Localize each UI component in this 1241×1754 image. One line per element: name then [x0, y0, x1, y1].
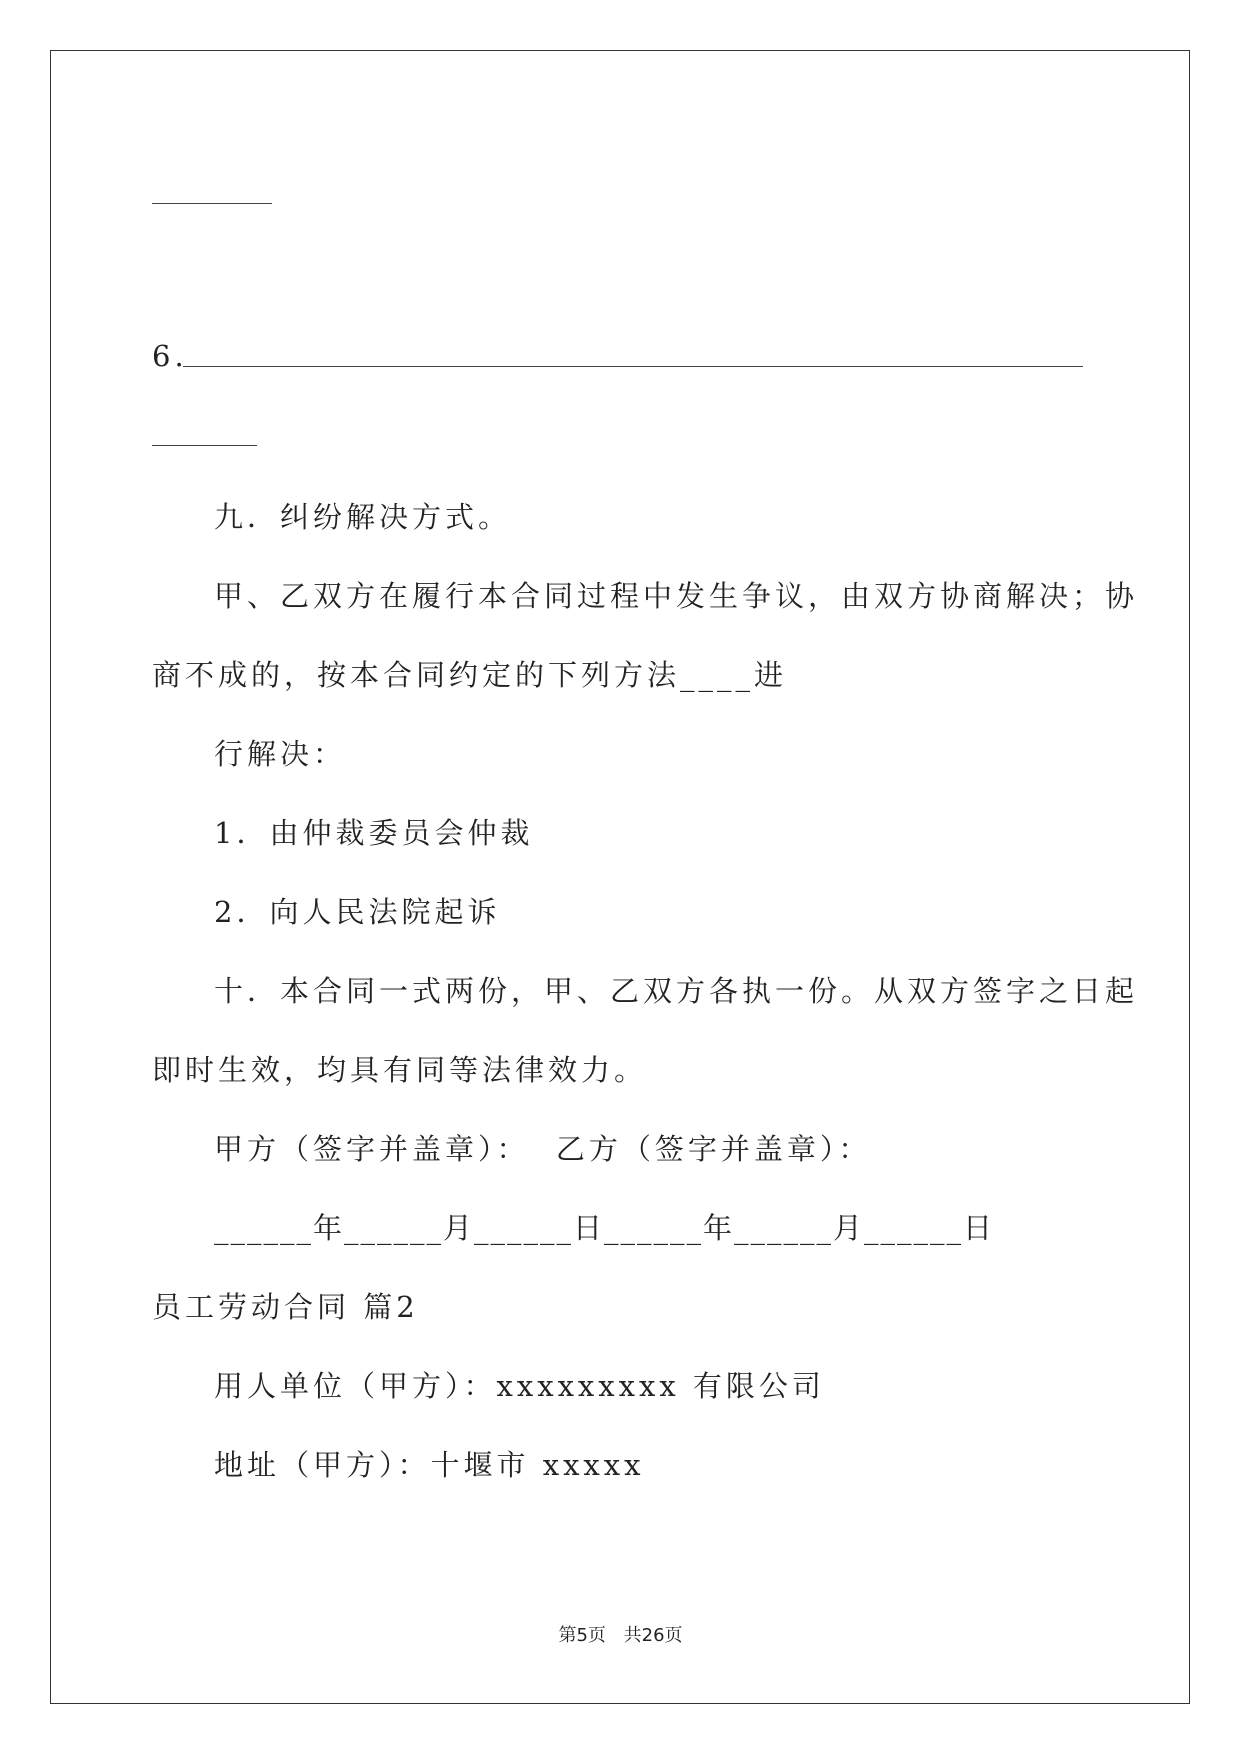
section-9-title: 九．纠纷解决方式。	[214, 500, 512, 534]
employer-address-line: 地址（甲方）：十堰市 xxxxx	[214, 1448, 645, 1482]
section-9-paragraph-line-1: 甲、乙双方在履行本合同过程中发生争议，由双方协商解决；协	[214, 579, 1139, 613]
item-6-number: 6.	[152, 339, 188, 373]
page-total: 共26页	[623, 1625, 683, 1646]
employer-line: 用人单位（甲方）：xxxxxxxxx 有限公司	[214, 1369, 825, 1403]
section-9-paragraph-line-3: 行解决：	[214, 737, 347, 771]
option-arbitration: 1．由仲裁委员会仲裁	[214, 816, 534, 850]
page-footer	[0, 1621, 1241, 1647]
item-6-blank-line-continuation	[152, 445, 257, 446]
section-9-paragraph-line-2: 商不成的，按本合同约定的下列方法____进	[152, 658, 788, 692]
page-number: 第5页	[558, 1625, 606, 1646]
signature-labels: 甲方（签字并盖章）： 乙方（签字并盖章）：	[214, 1132, 872, 1166]
blank-line-continuation-top	[152, 203, 272, 204]
section-10-line-1: 十．本合同一式两份，甲、乙双方各执一份。从双方签字之日起	[214, 974, 1139, 1008]
option-lawsuit: 2．向人民法院起诉	[214, 895, 501, 929]
signature-date-line: ______年______月______日______年______月______日	[214, 1211, 995, 1245]
contract-2-title: 员工劳动合同 篇2	[152, 1290, 419, 1324]
item-6-blank-line	[183, 366, 1083, 367]
section-10-line-2: 即时生效，均具有同等法律效力。	[152, 1053, 648, 1087]
